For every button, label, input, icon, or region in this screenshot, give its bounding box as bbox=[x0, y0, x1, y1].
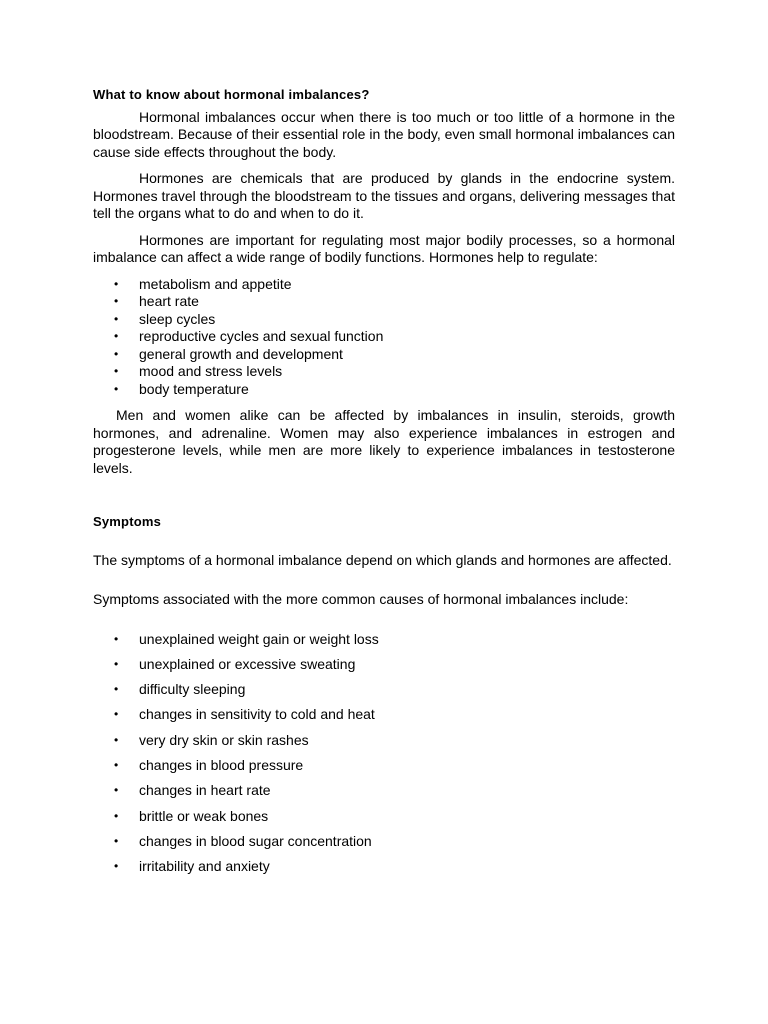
list-item bbox=[93, 631, 675, 656]
list-item-label: metabolism and appetite bbox=[139, 275, 292, 292]
document-page bbox=[93, 86, 675, 883]
symptoms-heading: Symptoms bbox=[93, 514, 162, 529]
bullet-icon: • bbox=[114, 859, 119, 874]
bullet-icon: • bbox=[114, 732, 119, 747]
list-item bbox=[93, 757, 675, 782]
intro-paragraph-3: Hormones are important for regulating most major bodily processes, so a hormonal imbalance can affect a wide range of bodily functions. Hormones help to regulate: bbox=[93, 231, 675, 265]
list-item bbox=[93, 293, 675, 311]
list-item-label: changes in sensitivity to cold and heat bbox=[139, 706, 375, 723]
list-item bbox=[93, 656, 675, 681]
bullet-icon: • bbox=[114, 346, 119, 361]
bullet-icon: • bbox=[114, 311, 119, 326]
bullet-icon: • bbox=[114, 808, 119, 823]
list-item bbox=[93, 833, 675, 858]
intro-paragraph-2: Hormones are chemicals that are produced by glands in the endocrine system. Hormones travel through the bloodstream to the tissues and organs, delivering messages that tell the organs what to do and when to do it. bbox=[93, 170, 675, 221]
list-item-label: very dry skin or skin rashes bbox=[139, 731, 309, 748]
list-item-label: heart rate bbox=[139, 293, 199, 309]
bullet-icon: • bbox=[114, 381, 119, 396]
list-item bbox=[93, 858, 675, 883]
list-item-label: general growth and development bbox=[139, 345, 343, 362]
list-item bbox=[93, 381, 675, 399]
bullet-icon: • bbox=[114, 783, 119, 798]
list-item-label: changes in heart rate bbox=[139, 782, 271, 799]
list-item bbox=[93, 346, 675, 364]
list-item-label: reproductive cycles and sexual function bbox=[139, 328, 384, 344]
list-item-label: changes in blood sugar concentration bbox=[139, 832, 372, 849]
bullet-icon: • bbox=[114, 631, 119, 646]
list-item-label: difficulty sleeping bbox=[139, 681, 246, 698]
bullet-icon: • bbox=[114, 682, 119, 697]
list-item bbox=[93, 706, 675, 731]
list-item bbox=[93, 328, 675, 346]
list-item bbox=[93, 681, 675, 706]
intro-heading: What to know about hormonal imbalances? bbox=[93, 87, 370, 102]
bullet-icon: • bbox=[114, 707, 119, 722]
bullet-icon: • bbox=[114, 656, 119, 671]
list-item bbox=[93, 363, 675, 381]
bullet-icon: • bbox=[114, 294, 119, 308]
bullet-icon: • bbox=[114, 364, 119, 378]
list-item-label: unexplained weight gain or weight loss bbox=[139, 630, 379, 647]
list-item-label: mood and stress levels bbox=[139, 363, 283, 379]
list-item-label: changes in blood pressure bbox=[139, 756, 304, 773]
list-item-label: brittle or weak bones bbox=[139, 807, 269, 824]
bullet-icon: • bbox=[114, 329, 119, 343]
symptoms-list bbox=[93, 631, 675, 884]
symptoms-paragraph-2: Symptoms associated with the more common causes of hormonal imbalances include: bbox=[93, 591, 629, 607]
symptoms-paragraph-1: The symptoms of a hormonal imbalance depend on which glands and hormones are affected. bbox=[93, 551, 672, 568]
list-item bbox=[93, 311, 675, 329]
list-item bbox=[93, 732, 675, 757]
bullet-icon: • bbox=[114, 833, 119, 848]
bullet-icon: • bbox=[114, 276, 119, 291]
list-item bbox=[93, 782, 675, 807]
list-item-label: body temperature bbox=[139, 380, 249, 397]
list-item-label: unexplained or excessive sweating bbox=[139, 655, 356, 672]
list-item-label: irritability and anxiety bbox=[139, 858, 270, 875]
regulate-list bbox=[93, 276, 675, 399]
list-item bbox=[93, 276, 675, 294]
list-item-label: sleep cycles bbox=[139, 310, 216, 327]
closing-paragraph: Men and women alike can be affected by imbalances in insulin, steroids, growth hormones, and adrenaline. Women may also experience imbalances in estrogen and progesterone levels, while men are more likely to experience imbalances in testosterone levels. bbox=[93, 407, 675, 476]
intro-paragraph-1: Hormonal imbalances occur when there is too much or too little of a hormone in the bloodstream. Because of their essential role in the body, even small hormonal imbalances can cause side effects throughout the body. bbox=[93, 108, 675, 160]
list-item bbox=[93, 808, 675, 833]
bullet-icon: • bbox=[114, 757, 119, 772]
